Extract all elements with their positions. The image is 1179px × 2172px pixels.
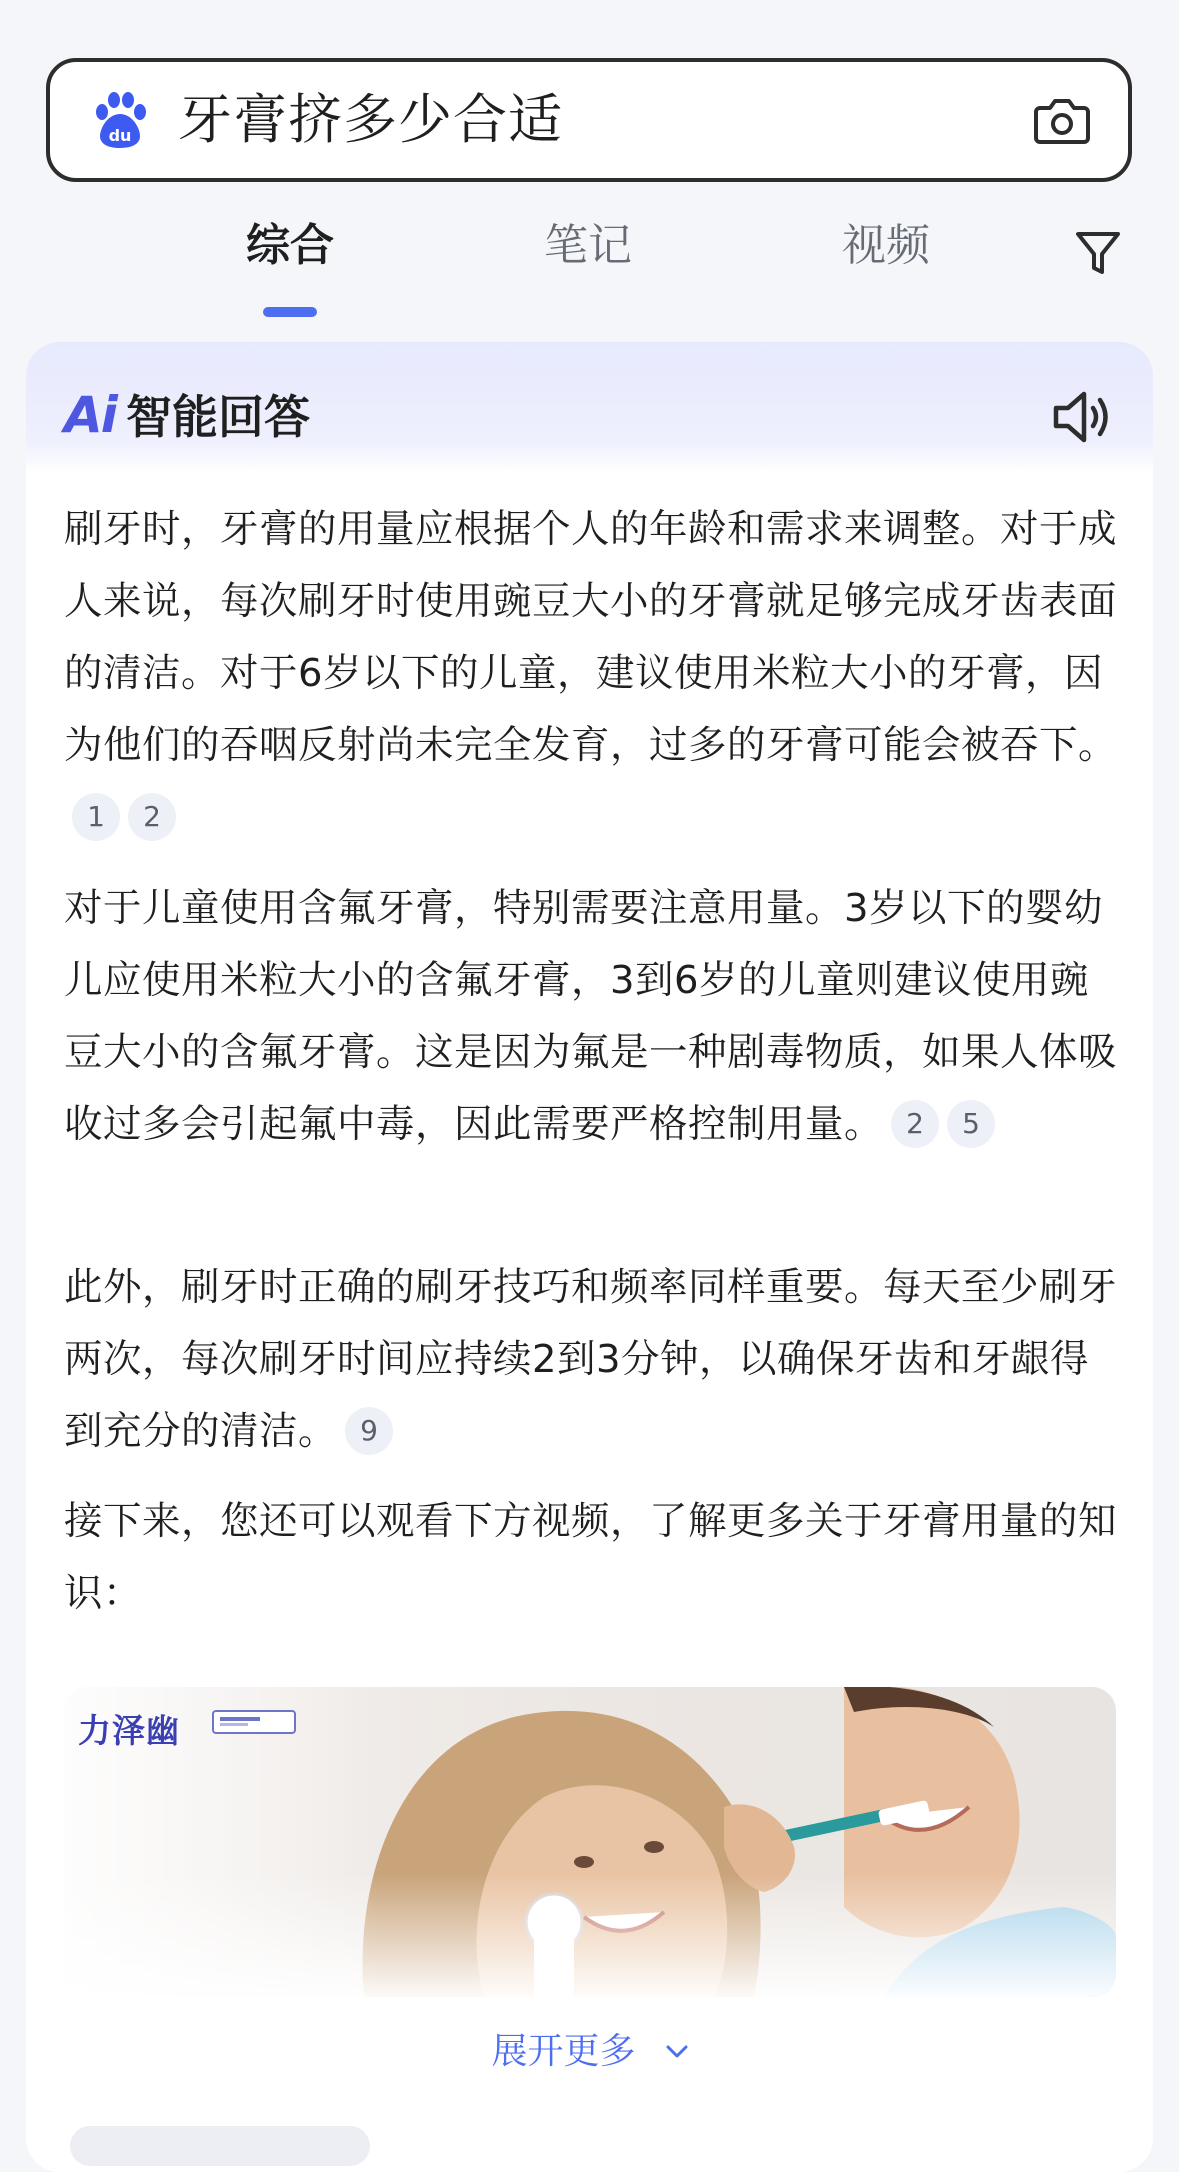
chevron-down-icon [666,2045,688,2059]
answer-paragraph-2 [64,873,1124,1161]
tab-videos[interactable]: 视频 [842,220,930,271]
svg-text:du: du [108,126,132,145]
result-tabs [0,210,1179,320]
ai-answer-card [26,342,1153,2172]
answer-paragraph-4 [64,1486,1124,1630]
speaker-icon[interactable] [1048,384,1114,450]
next-result-card [70,2126,370,2166]
answer-paragraph-text: 刷牙时，牙膏的用量应根据个人的年龄和需求来调整。对于成人来说，每次刷牙时使用豌豆大小的牙膏就足够完成牙齿表面的清洁。对于6岁以下的儿童，建议使用米粒大小的牙膏，因为他们的吞咽反射尚未完全发育，过多的牙膏可能会被吞下。 [64,507,1118,768]
answer-paragraph-text: 接下来，您还可以观看下方视频，了解更多关于牙膏用量的知识： [64,1499,1118,1616]
toothpaste-product-icon [212,1707,296,1737]
baidu-logo-icon [90,90,150,150]
search-query-text[interactable]: 牙膏挤多少合适 [178,88,563,151]
expand-more-button[interactable] [26,2022,1153,2082]
citation-badge[interactable]: 5 [947,1100,995,1148]
citation-badge[interactable]: 2 [128,793,176,841]
ai-answer-header [26,342,1153,482]
expand-more-label: 展开更多 [491,2031,636,2072]
ai-badge: Ai [64,386,116,444]
tab-comprehensive[interactable]: 综合 [246,220,334,271]
citation-badge[interactable]: 9 [345,1407,393,1455]
video-thumbnail[interactable] [64,1687,1116,1997]
active-tab-indicator [263,307,317,317]
search-bar[interactable] [46,58,1132,182]
citation-badge[interactable]: 1 [72,793,120,841]
answer-paragraph-text: 对于儿童使用含氟牙膏，特别需要注意用量。3岁以下的婴幼儿应使用米粒大小的含氟牙膏，3到6岁的儿童则建议使用豌豆大小的含氟牙膏。这是因为氟是一种剧毒物质，如果人体吸收过多会引起氟中毒，因此需要严格控制用量。 [64,886,1118,1147]
answer-paragraph-1 [64,494,1124,854]
citation-badge[interactable]: 2 [891,1100,939,1148]
video-brand-logo: 力泽幽 [78,1711,180,1750]
ai-answer-title: 智能回答 [126,390,310,444]
answer-paragraph-3 [64,1252,1124,1468]
answer-paragraph-text: 此外，刷牙时正确的刷牙技巧和频率同样重要。每天至少刷牙两次，每次刷牙时间应持续2到3分钟，以确保牙齿和牙龈得到充分的清洁。 [64,1265,1118,1454]
filter-icon[interactable] [1074,228,1122,280]
tab-notes[interactable]: 笔记 [544,220,632,271]
camera-icon[interactable] [1030,88,1094,152]
